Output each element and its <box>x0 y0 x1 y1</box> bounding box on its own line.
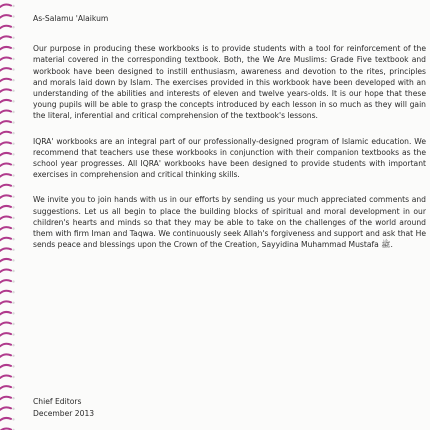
binding-hole <box>12 323 14 325</box>
binding-hole <box>12 291 14 293</box>
binding-hole <box>12 418 14 420</box>
spiral-ring <box>0 164 11 166</box>
spiral-ring <box>0 79 11 81</box>
binding-hole <box>12 47 14 49</box>
spiral-ring <box>0 68 11 70</box>
binding-hole <box>12 238 14 240</box>
spiral-ring <box>0 376 11 378</box>
signature-date: December 2013 <box>33 408 95 418</box>
spiral-ring <box>0 418 11 420</box>
spiral-ring <box>0 47 11 49</box>
binding-hole <box>12 344 14 346</box>
spiral-ring <box>0 153 11 155</box>
spiral-ring <box>0 206 11 208</box>
paragraph-purpose: Our purpose in producing these workbooks is to provide students with a tool for reinforcement of the material covered in the corresponding textbook. Both, the We Are Muslims: Grade Five textbook and workbook have been designed to instill enthusiasm, awareness and devotion to the rites, principles and morals laid down by Islam. The exercises provided in this workbook have been developed with an understanding of the abilities and interests of eleven and twelve years-olds. It is our hope that these young pupils will be able to grasp the concepts introduced by each lesson in so much as they will gain the literal, inferential and critical comprehension of the textbook's lessons. <box>33 44 426 121</box>
binding-hole <box>12 143 14 145</box>
spiral-ring <box>0 5 11 7</box>
binding-hole <box>12 376 14 378</box>
binding-hole <box>12 164 14 166</box>
spiral-ring <box>0 386 11 388</box>
binding-hole <box>12 280 14 282</box>
binding-hole <box>12 121 14 123</box>
binding-hole <box>12 132 14 134</box>
binding-hole <box>12 5 14 7</box>
binding-hole <box>12 58 14 60</box>
paragraph-invitation: We invite you to join hands with us in our efforts by sending us your much appreciated comments and suggestions. Let us all begin to place the building blocks of spiritual and moral development in our children's hearts and minds so that they may be able to take on the challenges of the world around them with firm Iman and Taqwa. We continuously seek Allah's forgiveness and support and ask that He sends peace and blessings upon the Crown of the Creation, Sayyidina Muhammad Mustafa ﷺ. <box>33 195 426 250</box>
signature-block <box>33 396 94 419</box>
binding-hole <box>12 333 14 335</box>
binding-hole <box>12 68 14 70</box>
spiral-ring <box>0 280 11 282</box>
spiral-ring <box>0 185 11 187</box>
binding-hole <box>12 355 14 357</box>
binding-hole <box>12 365 14 367</box>
spiral-ring <box>0 58 11 60</box>
spiral-ring <box>0 301 11 303</box>
spiral-binding <box>0 0 18 430</box>
binding-hole <box>12 174 14 176</box>
binding-hole <box>12 111 14 113</box>
binding-hole <box>12 217 14 219</box>
spiral-ring <box>0 195 11 197</box>
spiral-ring <box>0 15 11 17</box>
binding-hole <box>12 206 14 208</box>
spiral-ring <box>0 121 11 123</box>
spiral-ring <box>0 227 11 229</box>
spiral-ring <box>0 397 11 399</box>
binding-hole <box>12 79 14 81</box>
binding-hole <box>12 185 14 187</box>
page-body <box>33 13 426 250</box>
spiral-ring <box>0 312 11 314</box>
spiral-ring <box>0 270 11 272</box>
spiral-ring <box>0 323 11 325</box>
binding-hole <box>12 15 14 17</box>
binding-hole <box>12 312 14 314</box>
spiral-ring <box>0 36 11 38</box>
spiral-ring <box>0 365 11 367</box>
spiral-ring <box>0 217 11 219</box>
binding-hole <box>12 270 14 272</box>
binding-hole <box>12 386 14 388</box>
spiral-ring <box>0 291 11 293</box>
spiral-ring <box>0 407 11 409</box>
spiral-ring <box>0 89 11 91</box>
binding-hole <box>12 397 14 399</box>
binding-hole <box>12 259 14 261</box>
spiral-ring <box>0 26 11 28</box>
spiral-ring <box>0 132 11 134</box>
spiral-ring <box>0 259 11 261</box>
binding-hole <box>12 37 14 39</box>
binding-hole <box>12 90 14 92</box>
binding-hole <box>12 100 14 102</box>
spiral-ring <box>0 333 11 335</box>
binding-hole <box>12 196 14 198</box>
binding-hole <box>12 249 14 251</box>
signature-title: Chief Editors <box>33 397 82 406</box>
spiral-ring <box>0 344 11 346</box>
binding-hole <box>12 408 14 410</box>
spiral-ring <box>0 100 11 102</box>
spiral-ring <box>0 354 11 356</box>
spiral-ring <box>0 238 11 240</box>
binding-hole <box>12 302 14 304</box>
binding-hole <box>12 153 14 155</box>
spiral-ring <box>0 248 11 250</box>
spiral-ring <box>0 174 11 176</box>
binding-hole <box>12 26 14 28</box>
salutation: As-Salamu 'Alaikum <box>33 14 109 23</box>
binding-hole <box>12 227 14 229</box>
spiral-ring <box>0 111 11 113</box>
paragraph-program: IQRA' workbooks are an integral part of our professionally-designed program of Islamic education. We recommend that teachers use these workbooks in conjunction with their companion textbooks as the school year progresses. All IQRA' workbooks have been designed to provide students with important exercises in comprehension and critical thinking skills. <box>33 136 426 180</box>
spiral-ring <box>0 142 11 144</box>
